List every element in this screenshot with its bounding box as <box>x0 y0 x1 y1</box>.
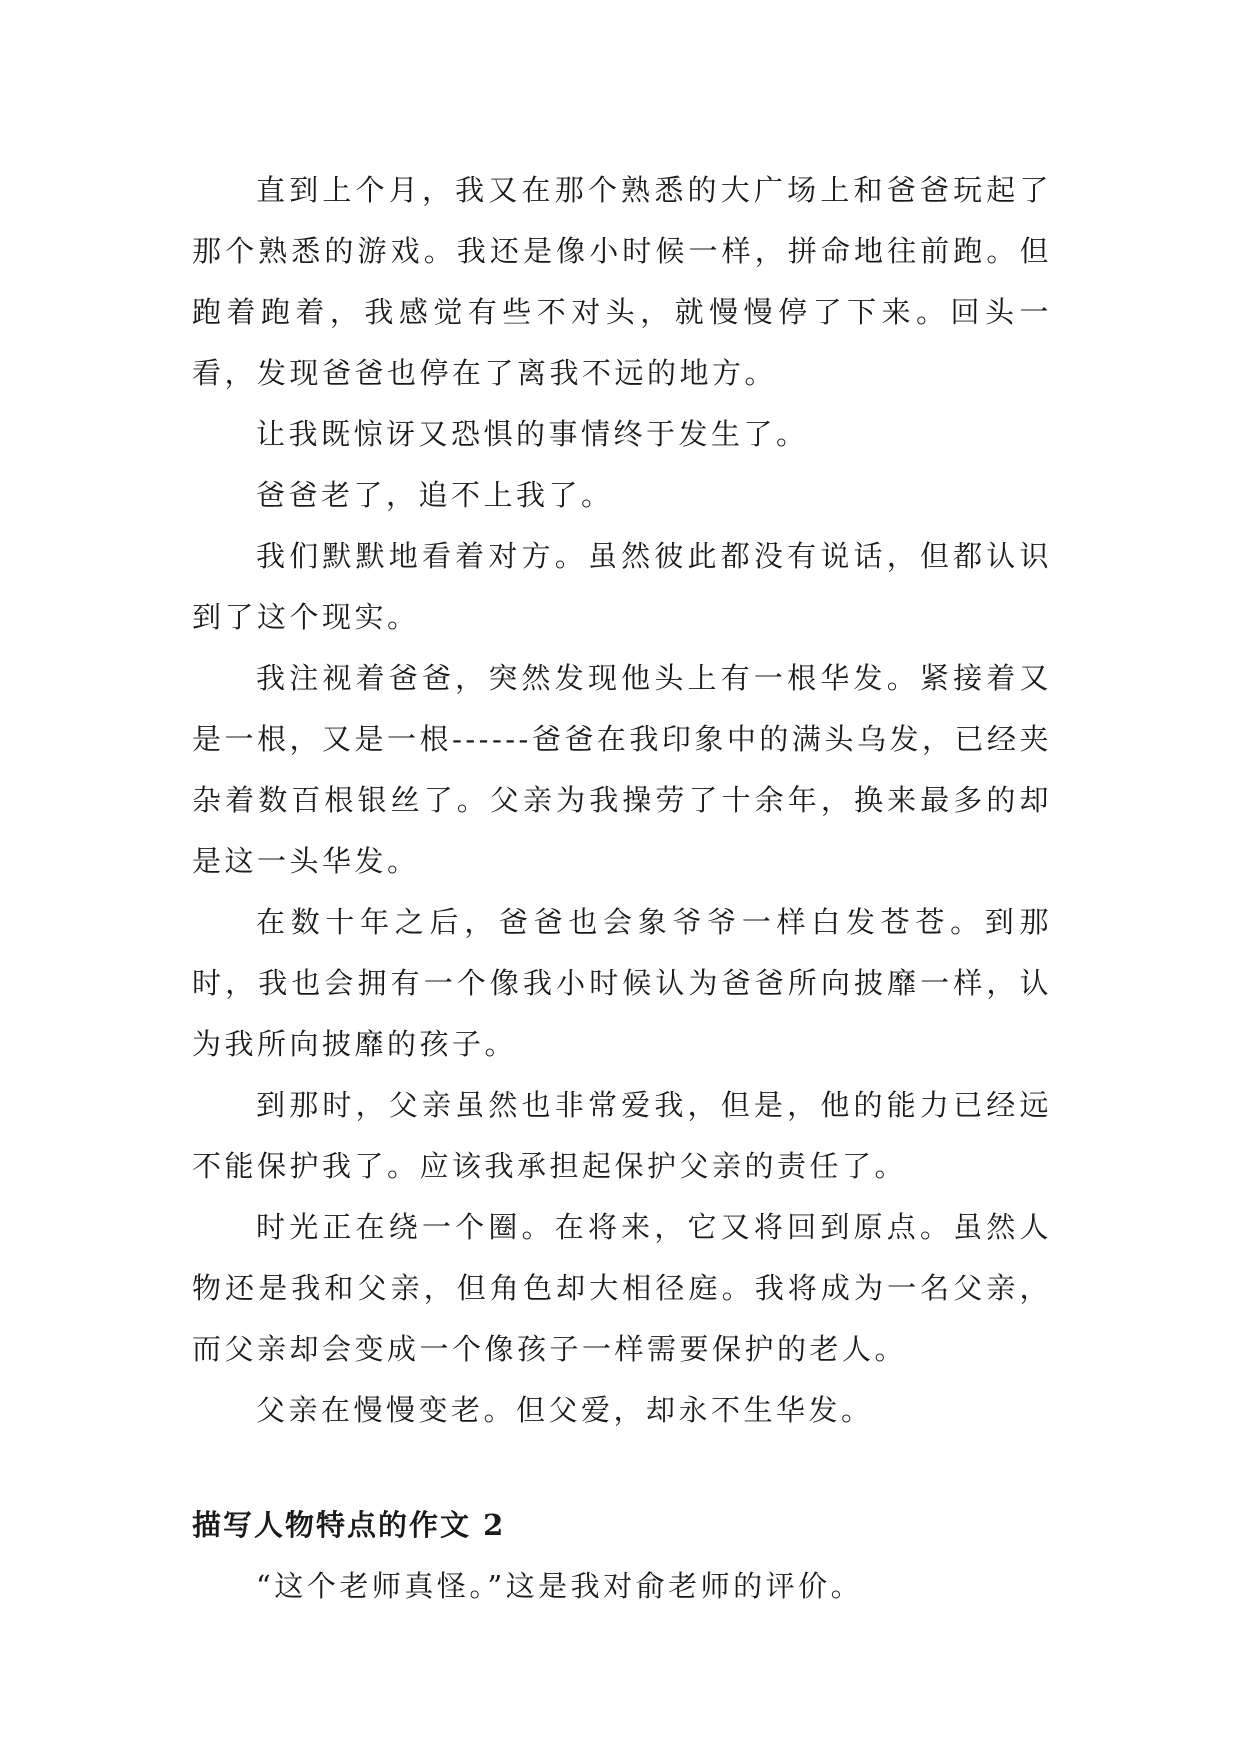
paragraph-3: 爸爸老了，追不上我了。 <box>256 478 614 512</box>
paragraph-2: 让我既惊讶又恐惧的事情终于发生了。 <box>256 417 809 451</box>
paragraph-5: 我注视着爸爸，突然发现他头上有一根华发。紧接着又是一根，又是一根------爸爸在我印象中的满头乌发，已经夹杂着数百根银丝了。父亲为我操劳了十余年，换来最多的却是这一头华发。 <box>192 661 1052 878</box>
paragraph-6: 在数十年之后，爸爸也会象爷爷一样白发苍苍。到那时，我也会拥有一个像我小时候认为爸爸所向披靡一样，认为我所向披靡的孩子。 <box>192 905 1052 1061</box>
section-heading: 描写人物特点的作文 2 <box>192 1508 506 1542</box>
paragraph-4: 我们默默地看着对方。虽然彼此都没有说话，但都认识到了这个现实。 <box>192 539 1052 634</box>
section-first-line: “这个老师真怪。”这是我对俞老师的评价。 <box>256 1569 864 1603</box>
paragraph-9: 父亲在慢慢变老。但父爱，却永不生华发。 <box>256 1393 874 1427</box>
document-page <box>192 160 1052 1617</box>
paragraph-8: 时光正在绕一个圈。在将来，它又将回到原点。虽然人物还是我和父亲，但角色却大相径庭。我将成为一名父亲，而父亲却会变成一个像孩子一样需要保护的老人。 <box>192 1210 1052 1366</box>
paragraph-7: 到那时，父亲虽然也非常爱我，但是，他的能力已经远不能保护我了。应该我承担起保护父亲的责任了。 <box>192 1088 1052 1183</box>
paragraph-1: 直到上个月，我又在那个熟悉的大广场上和爸爸玩起了那个熟悉的游戏。我还是像小时候一样，拼命地往前跑。但跑着跑着，我感觉有些不对头，就慢慢停了下来。回头一看，发现爸爸也停在了离我不远的地方。 <box>192 173 1052 390</box>
